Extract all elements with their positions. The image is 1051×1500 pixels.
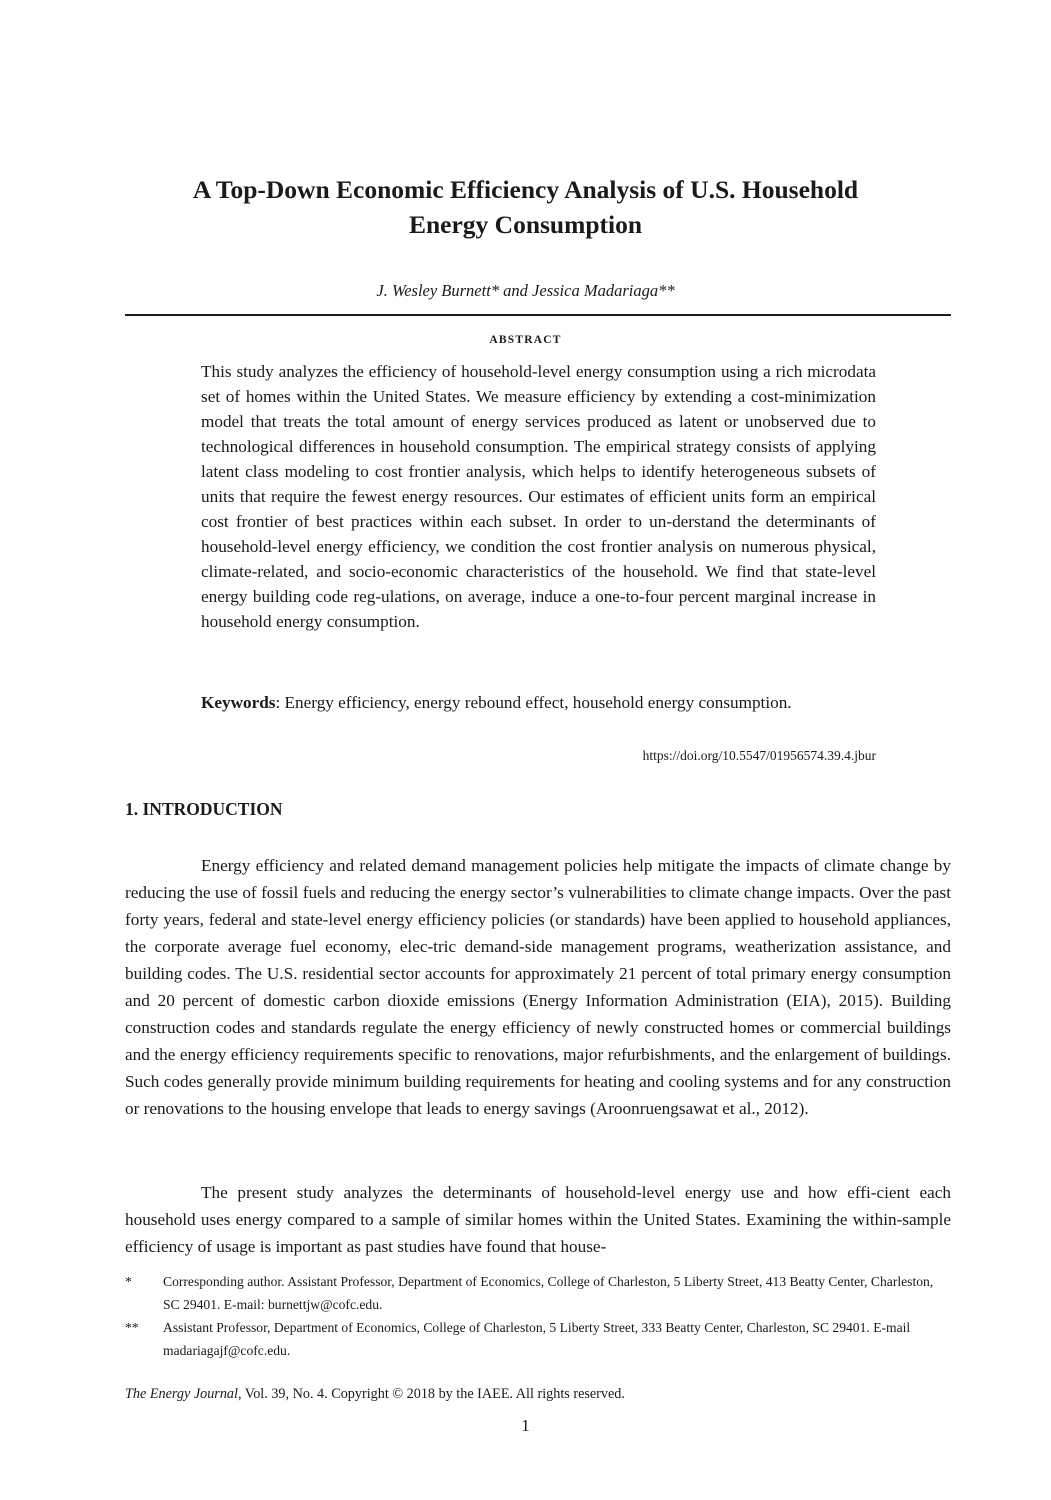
- paper-title: [140, 172, 911, 242]
- keywords: [201, 690, 876, 715]
- paper-title-line-2: Energy Consumption: [408, 210, 643, 239]
- journal-citation: [125, 1386, 625, 1403]
- abstract-text: This study analyzes the efficiency of household-level energy consumption using a rich microdata set of homes within the United States. We measure efficiency by extending a cost-minimization model that treats the total amount of energy services produced as latent or unobserved due to technological differences in household consumption. The empirical strategy consists of applying latent class modeling to cost frontier analysis, which helps to identify heterogeneous subsets of units that require the fewest energy resources. Our estimates of efficient units form an empirical cost frontier of best practices within each subset. In order to un-derstand the determinants of household-level energy efficiency, we condition the cost frontier analysis on numerous physical, climate-related, and socio-economic characteristics of the household. We find that state-level energy building code reg-ulations, on average, induce a one-to-four percent marginal increase in household energy consumption.: [201, 362, 876, 631]
- footnote-2: [125, 1316, 951, 1362]
- paragraph-1-text: Energy efficiency and related demand management policies help mitigate the impacts of climate change by reducing the use of fossil fuels and reducing the energy sector’s vulnerabilities to climate change impacts. Over the past forty years, federal and state-level energy efficiency policies (or standards) have been applied to household appliances, the corporate average fuel economy, elec-tric demand-side management programs, weatherization assistance, and building codes. The U.S. residential sector accounts for approximately 21 percent of total primary energy consumption and 20 percent of domestic carbon dioxide emissions (Energy Information Administration (EIA), 2015). Building construction codes and standards regulate the energy efficiency of newly constructed homes or commercial buildings and the energy efficiency requirements specific to renovations, major refurbishments, and the enlargement of buildings. Such codes generally provide minimum building requirements for heating and cooling systems and for any construction or renovations to the housing envelope that leads to energy savings (Aroonruengsawat et al., 2012).: [125, 856, 951, 1118]
- page-number: 1: [521, 1416, 530, 1435]
- footnote-1-mark: *: [125, 1274, 132, 1289]
- paragraph-2-text: The present study analyzes the determinants of household-level energy use and how effi-cient each household uses energy compared to a sample of similar homes within the United States. Examining the within-sample efficiency of usage is important as past studies have found that house-: [125, 1183, 951, 1256]
- paper-title-line-1: A Top-Down Economic Efficiency Analysis of U.S. Household: [192, 175, 859, 204]
- footnote-2-mark: **: [125, 1320, 139, 1335]
- footnote-2-text: Assistant Professor, Department of Economics, College of Charleston, 5 Liberty Street, 333 Beatty Center, Charleston, SC 29401. E-mail madariagajf@cofc.edu.: [163, 1320, 911, 1358]
- introduction-paragraph-1: [125, 852, 951, 1122]
- abstract-heading: ABSTRACT: [489, 334, 562, 346]
- keywords-text: : Energy efficiency, energy rebound effect, household energy consumption.: [275, 693, 792, 712]
- section-heading-introduction: 1. INTRODUCTION: [125, 799, 283, 819]
- title-divider: [125, 314, 951, 316]
- introduction-paragraph-2: [125, 1179, 951, 1260]
- keywords-label: Keywords: [201, 693, 276, 712]
- author-line: J. Wesley Burnett* and Jessica Madariaga**: [376, 281, 675, 300]
- journal-details: , Vol. 39, No. 4. Copyright © 2018 by the IAEE. All rights reserved.: [237, 1386, 625, 1402]
- footnote-1: [125, 1270, 951, 1316]
- footnote-1-text: Corresponding author. Assistant Professor, Department of Economics, College of Charleston, 5 Liberty Street, 413 Beatty Center, Charleston, SC 29401. E-mail: burnettjw@cofc.edu.: [163, 1274, 934, 1312]
- journal-name: The Energy Journal: [125, 1386, 238, 1402]
- doi-link[interactable]: https://doi.org/10.5547/01956574.39.4.jbur: [642, 748, 876, 763]
